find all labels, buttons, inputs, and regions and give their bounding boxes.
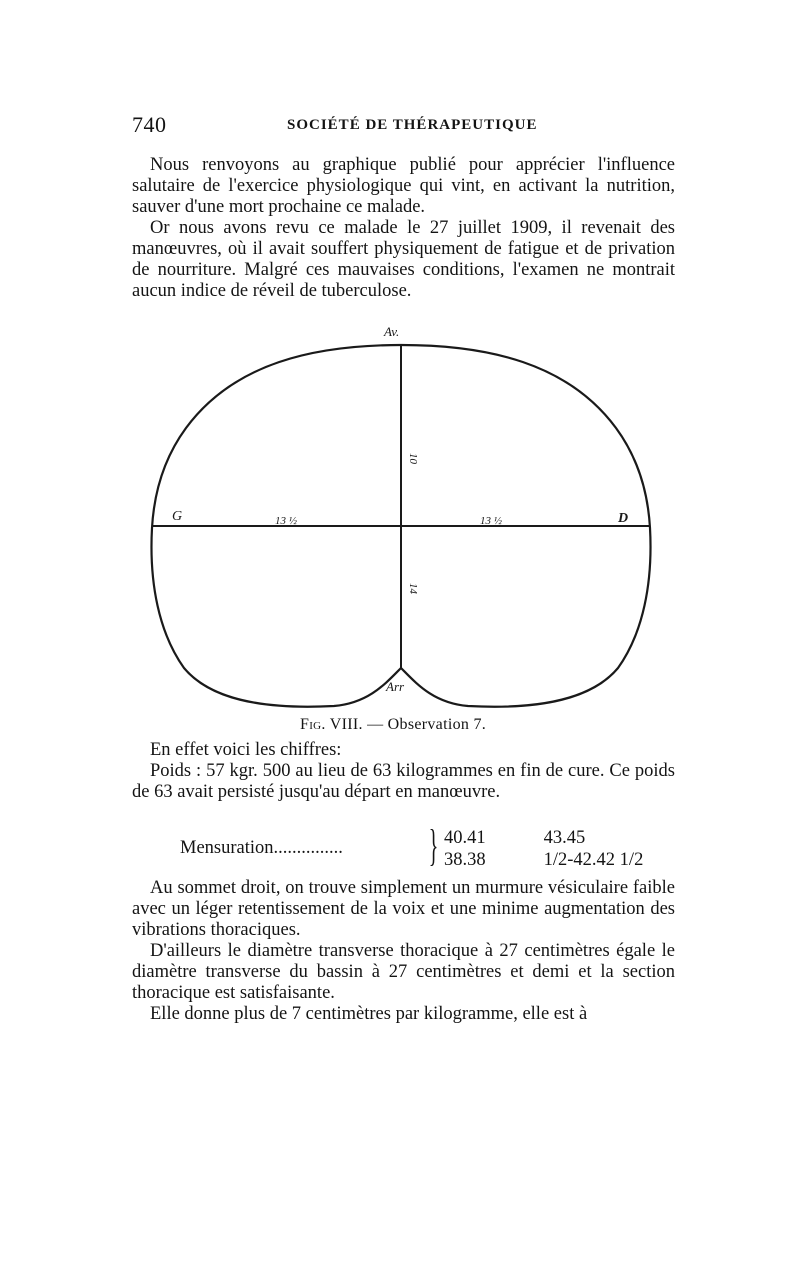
paragraph: En effet voici les chiffres: [150, 740, 342, 760]
left-half-measure: 13 ½ [275, 515, 297, 527]
mensuration-value: 40.41 [444, 828, 486, 848]
paragraph: Nous renvoyons au graphique publié pour apprécier l'influence salutaire de l'exercice physiologique qui vint, en activant la nutrition, sauver d'une mort prochaine ce malade. [132, 155, 675, 217]
paragraph: Poids : 57 kgr. 500 au lieu de 63 kilogrammes en fin de cure. Ce poids de 63 avait persisté jusqu'au départ en manœuvre. [132, 761, 675, 802]
mensuration-value: 43.45 [543, 828, 586, 848]
page-number: 740 [132, 112, 167, 137]
mensuration-value: 38.38 [444, 850, 486, 870]
thoracic-section-diagram [148, 318, 658, 718]
mensuration-row [444, 828, 585, 849]
page-header [132, 112, 672, 142]
thoracic-section-figure [148, 318, 658, 718]
label-right: D [618, 511, 629, 526]
mensuration-label: Mensuration............... [180, 838, 343, 858]
upper-measure: 10 [407, 453, 419, 464]
right-half-measure: 13 ½ [480, 515, 502, 527]
paragraph: D'ailleurs le diamètre transverse thoracique à 27 centimètres égale le diamètre transverse du bassin à 27 centimètres et demi et la section thoracique est satisfaisante. [132, 941, 675, 1003]
mensuration-table [180, 821, 650, 874]
figure-caption [300, 716, 486, 734]
paragraph: Or nous avons revu ce malade le 27 juillet 1909, il revenait des manœuvres, où il avait souffert physiquement de fatigue et de privation de nourriture. Malgré ces mauvaises conditions, l'examen ne montrait aucun indice de réveil de tuberculose. [132, 218, 675, 301]
text-block-intro [132, 155, 675, 302]
mensuration-row [444, 850, 643, 871]
caption-text: VIII. — Observation 7. [329, 716, 487, 733]
lower-measure: 14 [407, 583, 419, 594]
label-front: Av. [384, 324, 400, 339]
text-block-figures [132, 740, 675, 803]
label-back: Arr [386, 679, 405, 694]
mensuration-value: 1/2-42.42 1/2 [543, 850, 644, 870]
running-title: SOCIÉTÉ DE THÉRAPEUTIQUE [287, 117, 538, 133]
label-left: G [172, 509, 183, 524]
caption-prefix: Fig. [300, 716, 326, 733]
text-block-conclusion [132, 878, 675, 1025]
paragraph: Au sommet droit, on trouve simplement un murmure vésiculaire faible avec un léger retentissement de la voix et une minime augmentation des vibrations thoraciques. [132, 878, 675, 940]
paragraph: Elle donne plus de 7 centimètres par kilogramme, elle est à [150, 1004, 588, 1024]
brace-glyph: } [428, 821, 439, 870]
